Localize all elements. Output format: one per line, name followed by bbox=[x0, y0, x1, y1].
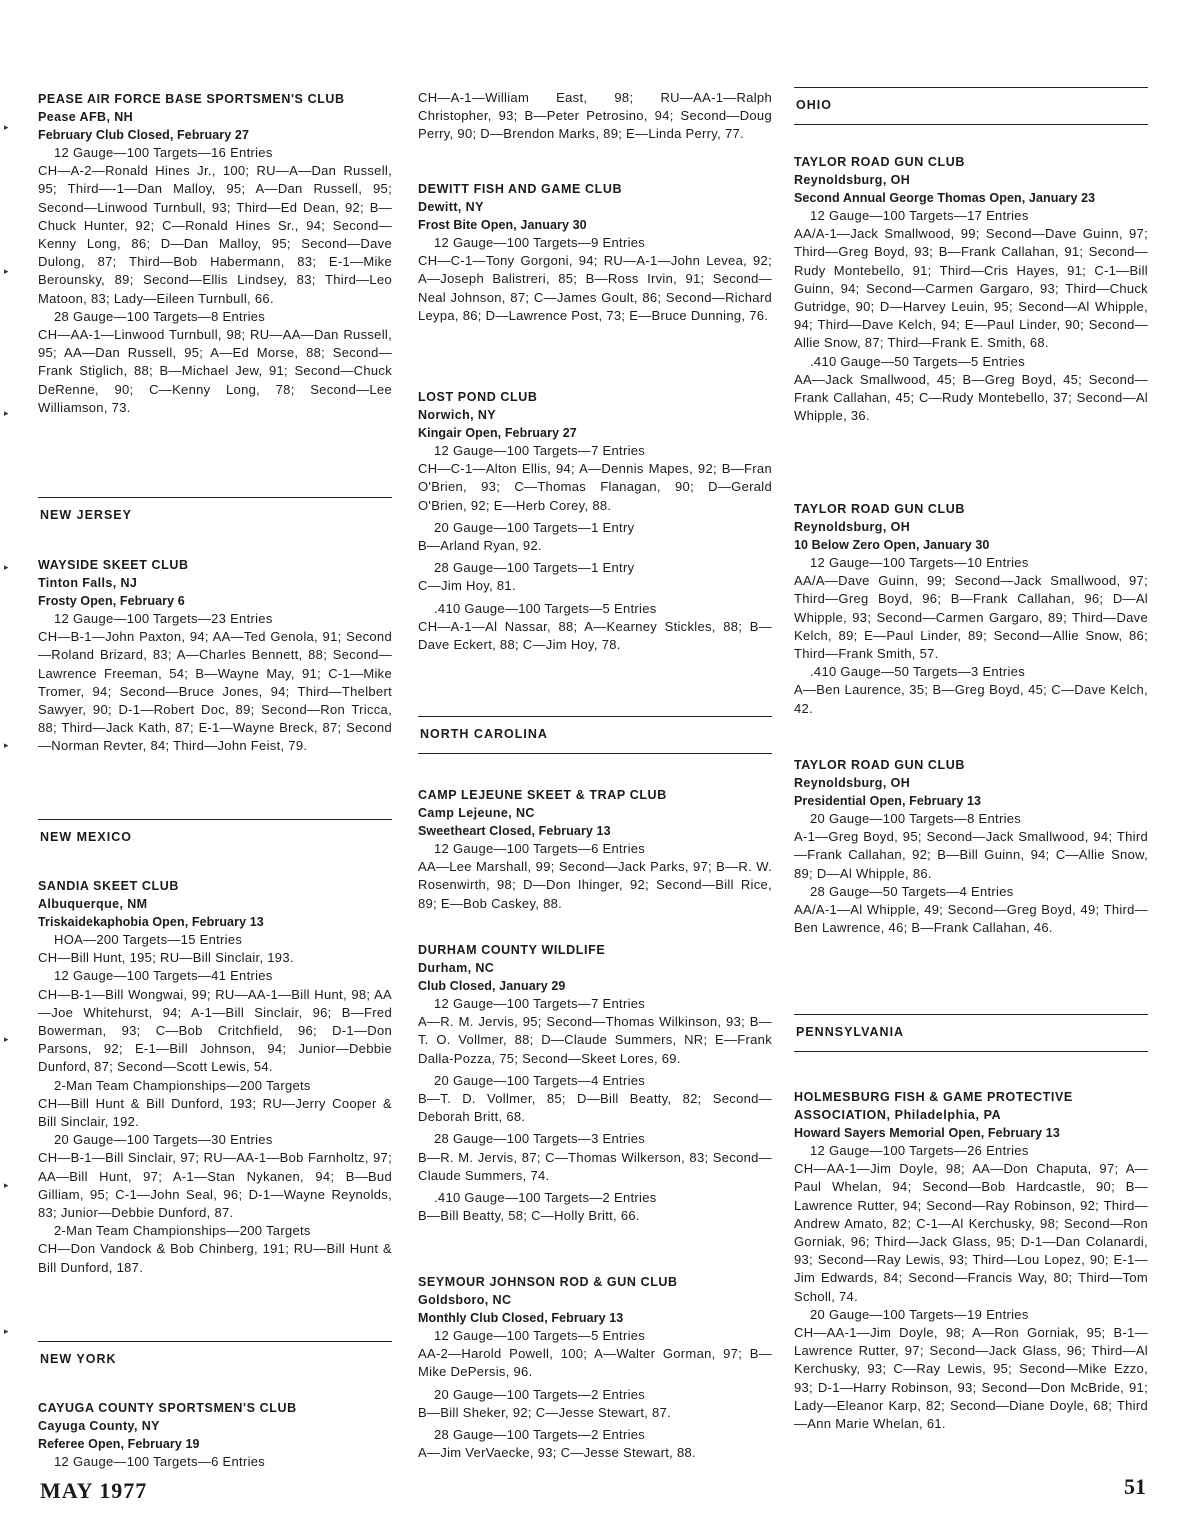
club-location: Tinton Falls, NJ bbox=[38, 576, 138, 590]
event-heading: 12 Gauge—100 Targets—5 Entries bbox=[434, 1328, 646, 1343]
margin-mark: ▸ bbox=[4, 122, 9, 132]
club-name: SEYMOUR JOHNSON ROD & GUN CLUB bbox=[418, 1275, 678, 1289]
event-results: CH—A-1—William East, 98; RU—AA-1—Ralph Christopher, 93; B—Peter Petrosino, 94; Second—Doug Perry, 90; D—Brendon Marks, 89; E—Linda Perry, 77. bbox=[418, 90, 772, 142]
event-heading: 20 Gauge—100 Targets—1 Entry bbox=[434, 519, 635, 535]
event bbox=[38, 308, 392, 417]
event-results: C—Jim Hoy, 81. bbox=[418, 578, 516, 594]
margin-mark: ▸ bbox=[4, 562, 9, 572]
event bbox=[794, 353, 1148, 426]
club-location: Goldsboro, NC bbox=[418, 1293, 512, 1307]
event-results: AA/A-1—Jack Smallwood, 99; Second—Dave Guinn, 97; Third—Greg Boyd, 93; B—Frank Callahan, 91; Second—Rudy Montebello, 91; Third—Cris Hayes, 91; C-1—Bill Guinn, 94; Second—Carmen Gargaro, 93; Third—Chuck Gutridge, 90; D—Harvey Leuin, 95; Second—Al Whipple, 94; Third—Dave Kelch, 94; E—Paul Linder, 90; Second—Allie Snow, 87; Third—Frank E. Smith, 68. bbox=[794, 226, 1148, 351]
event bbox=[794, 883, 1148, 938]
event bbox=[38, 1222, 392, 1277]
margin-mark: ▸ bbox=[4, 1180, 9, 1190]
event bbox=[418, 234, 772, 325]
section-rule bbox=[794, 1014, 1148, 1015]
section-rule bbox=[38, 1341, 392, 1342]
event-results: B—T. D. Vollmer, 85; D—Bill Beatty, 82; Second—Deborah Britt, 68. bbox=[418, 1091, 772, 1125]
event-results: B—Bill Sheker, 92; C—Jesse Stewart, 87. bbox=[418, 1404, 672, 1420]
club-location: Norwich, NY bbox=[418, 408, 497, 422]
event bbox=[38, 931, 392, 967]
club-entry-lost-pond bbox=[418, 388, 772, 654]
club-entry-taylor-road-3 bbox=[794, 756, 1148, 937]
section-rule bbox=[794, 87, 1148, 88]
event bbox=[418, 840, 772, 913]
club-entry-durham bbox=[418, 941, 772, 1225]
event-heading: .410 Gauge—100 Targets—5 Entries bbox=[434, 600, 657, 616]
section-new-jersey bbox=[38, 497, 392, 524]
shoot-title: Howard Sayers Memorial Open, February 13 bbox=[794, 1126, 1060, 1140]
event bbox=[418, 89, 772, 144]
event-results: B—R. M. Jervis, 87; C—Thomas Wilkerson, 83; Second—Claude Summers, 74. bbox=[418, 1149, 772, 1183]
event bbox=[794, 554, 1148, 663]
event-heading: .410 Gauge—50 Targets—3 Entries bbox=[810, 664, 1026, 680]
event-heading: 28 Gauge—100 Targets—1 Entry bbox=[434, 560, 635, 576]
event-heading: 12 Gauge—100 Targets—41 Entries bbox=[54, 968, 273, 984]
event-heading: .410 Gauge—100 Targets—2 Entries bbox=[434, 1190, 657, 1206]
event-heading: 20 Gauge—100 Targets—30 Entries bbox=[54, 1132, 273, 1148]
event bbox=[418, 519, 772, 555]
section-rule bbox=[418, 753, 772, 754]
event-results: CH—B-1—Bill Wongwai, 99; RU—AA-1—Bill Hunt, 98; AA—Joe Whitehurst, 94; A-1—Bill Sinclair, 96; B—Fred Bowerman, 93; C—Bob Critchfield, 96; D-1—Don Parsons, 92; E-1—Bill Johnson, 94; Junior—Debbie Dunford, 87; Second—Scott Lewis, 54. bbox=[38, 986, 392, 1075]
event bbox=[794, 1142, 1148, 1306]
event-results: CH—C-1—Tony Gorgoni, 94; RU—A-1—John Levea, 92; A—Joseph Balistreri, 85; B—Ross Irvin, 91; Second—Neal Johnson, 87; C—James Goult, 86; Second—Richard Leypa, 86; D—Lawrence Post, 73; E—Bruce Dunning, 76. bbox=[418, 253, 772, 323]
margin-mark: ▸ bbox=[4, 1326, 9, 1336]
club-name: WAYSIDE SKEET CLUB bbox=[38, 558, 189, 572]
event-results: AA—Jack Smallwood, 45; B—Greg Boyd, 45; Second—Frank Callahan, 45; C—Rudy Montebello, 37; Second—Al Whipple, 36. bbox=[794, 371, 1148, 424]
shoot-title: Monthly Club Closed, February 13 bbox=[418, 1311, 624, 1325]
issue-date: MAY 1977 bbox=[40, 1478, 148, 1503]
club-entry-wayside bbox=[38, 556, 392, 756]
event-heading: 12 Gauge—100 Targets—16 Entries bbox=[54, 145, 273, 160]
event-results: CH—C-1—Alton Ellis, 94; A—Dennis Mapes, 92; B—Fran O'Brien, 93; C—Thomas Flanagan, 90; D—Gerald O'Brien, 92; E—Herb Corey, 88. bbox=[418, 461, 772, 513]
club-name: CAYUGA COUNTY SPORTSMEN'S CLUB bbox=[38, 1401, 297, 1415]
section-new-york bbox=[38, 1341, 392, 1368]
section-rule bbox=[418, 716, 772, 717]
club-location: Reynoldsburg, OH bbox=[794, 173, 911, 187]
event-heading: 2-Man Team Championships—200 Targets bbox=[54, 1077, 311, 1093]
event bbox=[794, 663, 1148, 718]
club-location: Camp Lejeune, NC bbox=[418, 806, 535, 820]
section-title: NEW JERSEY bbox=[40, 508, 132, 522]
section-title: NEW MEXICO bbox=[40, 830, 132, 844]
section-rule bbox=[38, 819, 392, 820]
event-heading: 20 Gauge—100 Targets—8 Entries bbox=[810, 811, 1022, 826]
event bbox=[418, 600, 772, 655]
club-entry-taylor-road-1 bbox=[794, 153, 1148, 425]
page-number: 51 bbox=[1124, 1474, 1146, 1499]
club-entry-camp-lejeune bbox=[418, 786, 772, 913]
event bbox=[418, 1327, 772, 1382]
section-title: PENNSYLVANIA bbox=[796, 1025, 905, 1039]
event-heading: HOA—200 Targets—15 Entries bbox=[54, 932, 243, 947]
section-pennsylvania bbox=[794, 1014, 1148, 1052]
event-heading: 12 Gauge—100 Targets—7 Entries bbox=[434, 443, 646, 458]
event-heading: 20 Gauge—100 Targets—2 Entries bbox=[434, 1386, 646, 1402]
event bbox=[38, 1077, 392, 1132]
event-heading: .410 Gauge—50 Targets—5 Entries bbox=[810, 353, 1026, 369]
margin-mark: ▸ bbox=[4, 408, 9, 418]
event-heading: 12 Gauge—100 Targets—6 Entries bbox=[54, 1454, 266, 1469]
margin-mark: ▸ bbox=[4, 266, 9, 276]
event-results: CH—AA-1—Jim Doyle, 98; AA—Don Chaputa, 97; A—Paul Whelan, 94; Second—Bob Hardcastle, 90; B—Lawrence Rutter, 94; Second—Ray Robinson, 92; Third—Andrew Amato, 82; C-1—Al Kerchusky, 98; Second—Ron Gorniak, 96; Third—Jack Glass, 95; D-1—Dan Colanardi, 93; Second—Ray Lewis, 93; Third—Lou Lopez, 90; E-1—Jim Edwards, 84; Second—Francis Way, 80; Third—Tom Scholl, 74. bbox=[794, 1161, 1148, 1304]
event-heading: 12 Gauge—100 Targets—10 Entries bbox=[810, 555, 1029, 570]
shoot-title: Club Closed, January 29 bbox=[418, 979, 566, 993]
club-name: LOST POND CLUB bbox=[418, 390, 538, 404]
event-heading: 20 Gauge—100 Targets—19 Entries bbox=[810, 1306, 1029, 1322]
event bbox=[38, 967, 392, 1076]
section-new-mexico bbox=[38, 819, 392, 846]
club-entry-dewitt bbox=[418, 180, 772, 325]
club-name: HOLMESBURG FISH & GAME PROTECTIVE ASSOCIATION, Philadelphia, PA bbox=[794, 1090, 1073, 1122]
event-heading: 12 Gauge—100 Targets—26 Entries bbox=[810, 1143, 1029, 1158]
shoot-title: Referee Open, February 19 bbox=[38, 1437, 200, 1451]
club-name: DURHAM COUNTY WILDLIFE bbox=[418, 943, 606, 957]
club-location: Dewitt, NY bbox=[418, 200, 484, 214]
event-results: CH—A-1—Al Nassar, 88; A—Kearney Stickles, 88; B—Dave Eckert, 88; C—Jim Hoy, 78. bbox=[418, 618, 772, 653]
event-heading: 2-Man Team Championships—200 Targets bbox=[54, 1223, 311, 1239]
event-results: A—Jim VerVaecke, 93; C—Jesse Stewart, 88. bbox=[418, 1445, 696, 1461]
club-entry-taylor-road-2 bbox=[794, 500, 1148, 718]
event-results: CH—Bill Hunt & Bill Dunford, 193; RU—Jerry Cooper & Bill Sinclair, 192. bbox=[38, 1095, 392, 1130]
event-results: AA—Lee Marshall, 99; Second—Jack Parks, 97; B—R. W. Rosenwirth, 98; D—Don Ihinger, 92; Second—Bill Rice, 89; E—Bob Caskey, 88. bbox=[418, 859, 772, 911]
event-results: CH—B-1—John Paxton, 94; AA—Ted Genola, 91; Second—Roland Brizard, 83; A—Charles Bennett, 88; Second—Lawrence Freeman, 54; B—Wayne May, 91; C-1—Mike Tromer, 94; Second—Bruce Jones, 94; Third—Thelbert Sawyer, 90; D-1—Robert Doc, 89; Second—Ron Tricca, 88; Third—Jack Kath, 87; E-1—Wayne Breck, 87; Second—Norman Revter, 84; Third—John Feist, 79. bbox=[38, 629, 392, 754]
event-heading: 28 Gauge—50 Targets—4 Entries bbox=[810, 883, 1014, 899]
club-entry-cayuga-continued bbox=[418, 89, 772, 144]
club-entry-seymour-johnson bbox=[418, 1273, 772, 1462]
event-heading: 12 Gauge—100 Targets—9 Entries bbox=[434, 235, 646, 250]
shoot-title: Second Annual George Thomas Open, January 23 bbox=[794, 191, 1096, 205]
event bbox=[794, 810, 1148, 883]
shoot-title: Triskaidekaphobia Open, February 13 bbox=[38, 915, 264, 929]
club-entry-sandia bbox=[38, 877, 392, 1277]
section-title: OHIO bbox=[796, 98, 832, 112]
shoot-title: Frost Bite Open, January 30 bbox=[418, 218, 587, 232]
club-location: Reynoldsburg, OH bbox=[794, 776, 911, 790]
club-location: Albuquerque, NM bbox=[38, 897, 148, 911]
club-entry-holmesburg bbox=[794, 1088, 1148, 1433]
shoot-title: Kingair Open, February 27 bbox=[418, 426, 577, 440]
event-heading: 12 Gauge—100 Targets—17 Entries bbox=[810, 208, 1029, 223]
event-heading: 28 Gauge—100 Targets—2 Entries bbox=[434, 1427, 646, 1443]
club-location: Pease AFB, NH bbox=[38, 110, 134, 124]
margin-mark: ▸ bbox=[4, 1034, 9, 1044]
event bbox=[418, 442, 772, 515]
event bbox=[418, 559, 772, 595]
event bbox=[418, 1072, 772, 1127]
event-results: B—Bill Beatty, 58; C—Holly Britt, 66. bbox=[418, 1208, 640, 1224]
club-entry-cayuga bbox=[38, 1399, 392, 1471]
event-results: CH—B-1—Bill Sinclair, 97; RU—AA-1—Bob Farnholtz, 97; AA—Bill Hunt, 97; A-1—Stan Nykanen, 94; B—Bud Gilliam, 95; C-1—John Seal, 96; D-1—Wayne Reynolds, 83; Junior—Debbie Dunford, 87. bbox=[38, 1150, 392, 1221]
section-title: NEW YORK bbox=[40, 1352, 117, 1366]
event-results: B—Arland Ryan, 92. bbox=[418, 538, 542, 554]
section-ohio bbox=[794, 87, 1148, 125]
section-north-carolina bbox=[418, 716, 772, 754]
event-results: AA/A—Dave Guinn, 99; Second—Jack Smallwood, 97; Third—Greg Boyd, 96; B—Frank Callahan, 96; D—Al Whipple, 93; Second—Carmen Gargaro, 89; Third—Dave Kelch, 89; E—Paul Linder, 89; Second—Allie Snow, 86; Third—Frank Smith, 57. bbox=[794, 573, 1148, 662]
event bbox=[418, 995, 772, 1068]
event bbox=[38, 610, 392, 756]
club-name: TAYLOR ROAD GUN CLUB bbox=[794, 758, 966, 772]
shoot-title: Sweetheart Closed, February 13 bbox=[418, 824, 611, 838]
event-heading: 12 Gauge—100 Targets—6 Entries bbox=[434, 841, 646, 856]
event bbox=[418, 1386, 772, 1422]
section-title: NORTH CAROLINA bbox=[420, 727, 548, 741]
club-location: Cayuga County, NY bbox=[38, 1419, 160, 1433]
event-results: CH—Don Vandock & Bob Chinberg, 191; RU—Bill Hunt & Bill Dunford, 187. bbox=[38, 1241, 392, 1275]
event bbox=[794, 207, 1148, 353]
shoot-title: February Club Closed, February 27 bbox=[38, 128, 249, 142]
event bbox=[38, 1453, 392, 1471]
event bbox=[418, 1130, 772, 1185]
shoot-title: 10 Below Zero Open, January 30 bbox=[794, 538, 990, 552]
event bbox=[418, 1426, 772, 1462]
event-results: A-1—Greg Boyd, 95; Second—Jack Smallwood, 94; Third—Frank Callahan, 92; B—Bill Guinn, 94; C—Allie Snow, 89; D—Al Whipple, 86. bbox=[794, 829, 1148, 881]
event-results: AA/A-1—Al Whipple, 49; Second—Greg Boyd, 49; Third—Ben Lawrence, 46; B—Frank Callahan, 46. bbox=[794, 902, 1148, 936]
event bbox=[418, 1189, 772, 1225]
event bbox=[794, 1306, 1148, 1433]
club-name: SANDIA SKEET CLUB bbox=[38, 879, 179, 893]
club-name: DEWITT FISH AND GAME CLUB bbox=[418, 182, 623, 196]
section-rule bbox=[794, 1051, 1148, 1052]
margin-mark: ▸ bbox=[4, 740, 9, 750]
club-name: TAYLOR ROAD GUN CLUB bbox=[794, 502, 966, 516]
section-rule bbox=[38, 497, 392, 498]
club-location: Reynoldsburg, OH bbox=[794, 520, 911, 534]
club-entry-pease bbox=[38, 90, 392, 417]
event-results: CH—Bill Hunt, 195; RU—Bill Sinclair, 193. bbox=[38, 950, 294, 966]
event bbox=[38, 1131, 392, 1222]
club-name: CAMP LEJEUNE SKEET & TRAP CLUB bbox=[418, 788, 667, 802]
event-heading: 28 Gauge—100 Targets—3 Entries bbox=[434, 1131, 646, 1147]
event-results: A—Ben Laurence, 35; B—Greg Boyd, 45; C—Dave Kelch, 42. bbox=[794, 682, 1148, 716]
event-results: CH—AA-1—Jim Doyle, 98; A—Ron Gorniak, 95; B-1—Lawrence Rutter, 97; Second—Jack Glass, 96; Third—Al Kerchusky, 93; C—Ray Lewis, 95; Second—Mike Ezzo, 93; D-1—Harry Robinson, 93; Second—Don McBride, 91; Lady—Eleanor Karp, 82; Second—Diane Doyle, 68; Third—Ann Marie Whelan, 61. bbox=[794, 1325, 1148, 1432]
event-heading: 20 Gauge—100 Targets—4 Entries bbox=[434, 1072, 646, 1088]
section-rule bbox=[794, 124, 1148, 125]
event-results: AA-2—Harold Powell, 100; A—Walter Gorman, 97; B—Mike DePersis, 96. bbox=[418, 1346, 772, 1380]
club-location: Durham, NC bbox=[418, 961, 495, 975]
event-results: A—R. M. Jervis, 95; Second—Thomas Wilkinson, 93; B—T. O. Vollmer, 88; D—Claude Summers, NR; E—Frank Dalla-Pozza, 75; Second—Skeet Lores, 69. bbox=[418, 1014, 772, 1066]
event bbox=[38, 144, 392, 308]
shoot-title: Frosty Open, February 6 bbox=[38, 594, 185, 608]
event-results: CH—A-2—Ronald Hines Jr., 100; RU—A—Dan Russell, 95; Third—-1—Dan Malloy, 95; A—Dan Russell, 95; Second—Linwood Turnbull, 93; Third—Ed Dean, 92; B—Chuck Hunter, 92; C—Ronald Hines Sr., 94; Second—Kenny Long, 86; D—Dan Malloy, 95; Second—Dave Dulong, 87; Third—Bob Habermann, 83; E-1—Mike Berounsky, 89; Second—Ellis Lindsey, 83; Third—Leo Matoon, 83; Lady—Eileen Turnbull, 66. bbox=[38, 163, 392, 306]
event-heading: 12 Gauge—100 Targets—7 Entries bbox=[434, 996, 646, 1011]
event-heading: 28 Gauge—100 Targets—8 Entries bbox=[54, 308, 266, 324]
event-heading: 12 Gauge—100 Targets—23 Entries bbox=[54, 611, 273, 626]
event-results: CH—AA-1—Linwood Turnbull, 98; RU—AA—Dan Russell, 95; AA—Dan Russell, 95; A—Ed Morse, 88; Second—Frank Stiglich, 88; B—Michael Jew, 91; Second—Chuck DeRenne, 90; C—Kenny Long, 78; Second—Lee Williamson, 73. bbox=[38, 327, 392, 415]
shoot-title: Presidential Open, February 13 bbox=[794, 794, 982, 808]
club-name: TAYLOR ROAD GUN CLUB bbox=[794, 155, 966, 169]
club-name: PEASE AIR FORCE BASE SPORTSMEN'S CLUB bbox=[38, 92, 345, 106]
